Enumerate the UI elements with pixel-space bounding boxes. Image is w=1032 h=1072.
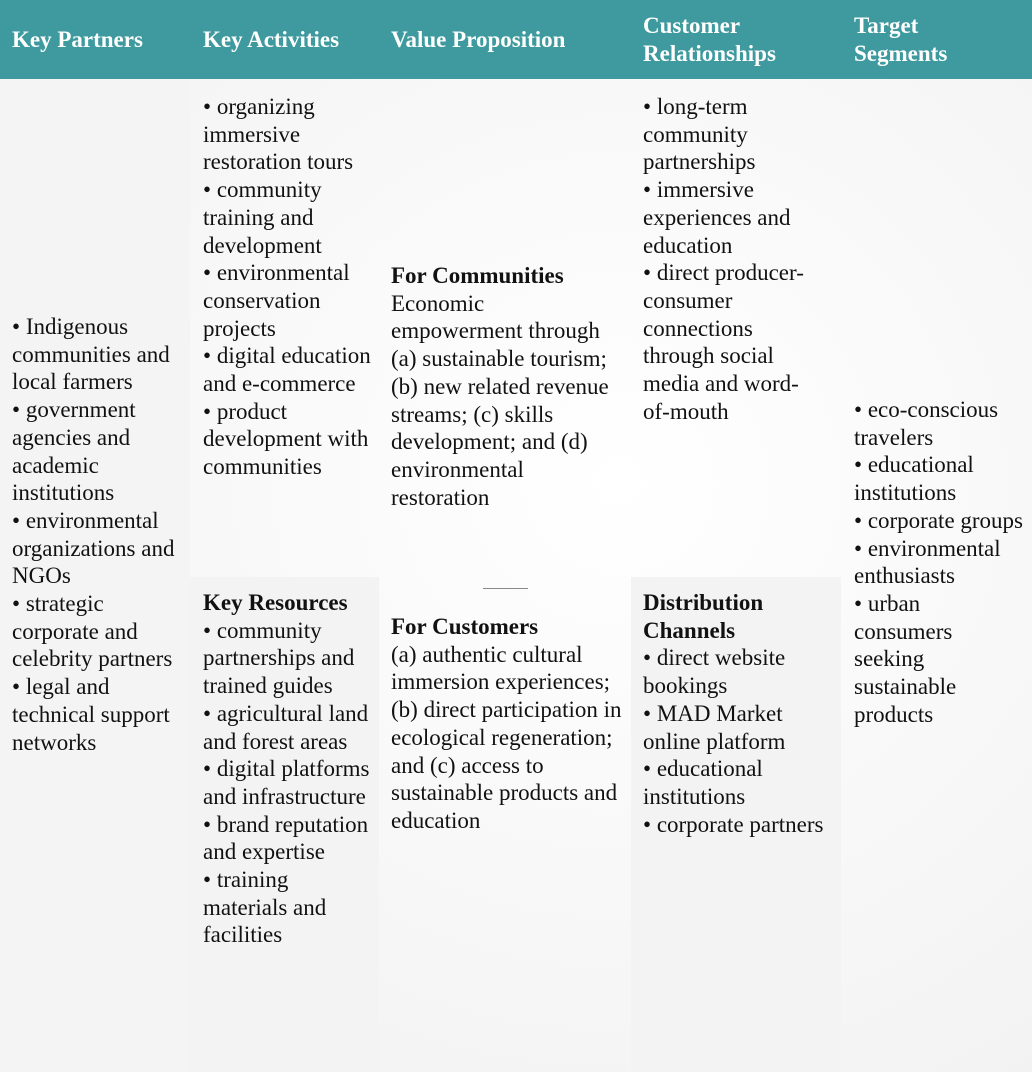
- list-item: • MAD Market online platform: [643, 700, 825, 755]
- list-item: • environmental organizations and NGOs: [12, 507, 184, 590]
- list-item: • educational institutions: [854, 451, 1024, 506]
- list-item: • environmental enthusiasts: [854, 535, 1024, 590]
- list-item: • direct producer-consumer connections through social media and word-of-mouth: [643, 259, 823, 425]
- header-bar: [0, 0, 1032, 79]
- list-item: • agricultural land and forest areas: [203, 700, 373, 755]
- list-item: • legal and technical support networks: [12, 673, 184, 756]
- target-segments-block: [854, 396, 1024, 728]
- list-item: • brand reputation and expertise: [203, 811, 373, 866]
- header-value-proposition: Value Proposition: [391, 26, 566, 52]
- list-item: • Indigenous communities and local farmers: [12, 313, 184, 396]
- list-item: • organizing immersive restoration tours: [203, 93, 373, 176]
- header-key-partners: Key Partners: [12, 26, 143, 52]
- list-item: • corporate partners: [643, 811, 825, 839]
- list-item: • environmental conservation projects: [203, 259, 373, 342]
- value-customers-title: For Customers: [391, 614, 539, 639]
- list-item: • strategic corporate and celebrity partners: [12, 590, 184, 673]
- list-item: • community training and development: [203, 176, 373, 259]
- list-item: • training materials and facilities: [203, 866, 373, 949]
- customer-relationships-block: [643, 93, 823, 425]
- distribution-channels-title: Distribution Channels: [643, 590, 764, 643]
- list-item: • corporate groups: [854, 507, 1024, 535]
- list-item: • digital education and e-commerce: [203, 342, 373, 397]
- header-customer-relationships: Customer Relationships: [643, 12, 776, 66]
- list-item: • community partnerships and trained guides: [203, 617, 373, 700]
- key-activities-block: [203, 93, 373, 481]
- list-item: • digital platforms and infrastructure: [203, 755, 373, 810]
- key-resources-block: [203, 589, 373, 949]
- list-item: • product development with communities: [203, 398, 373, 481]
- header-key-activities: Key Activities: [203, 26, 340, 52]
- value-communities-title: For Communities: [391, 263, 564, 288]
- list-item: • government agencies and academic institutions: [12, 396, 184, 507]
- value-divider: [483, 588, 528, 589]
- list-item: • immersive experiences and education: [643, 176, 823, 259]
- header-target-segments: Target Segments: [854, 12, 948, 66]
- list-item: • urban consumers seeking sustainable products: [854, 590, 1024, 729]
- distribution-channels-block: [643, 589, 825, 838]
- value-customers-block: [391, 613, 623, 835]
- key-partners-block: [12, 313, 184, 756]
- list-item: • long-term community partnerships: [643, 93, 823, 176]
- value-communities-text: Economic empowerment through (a) sustainable tourism; (b) new related revenue streams; (c) skills development; and (d) environmental restoration: [391, 290, 609, 510]
- list-item: • educational institutions: [643, 755, 825, 810]
- value-communities-block: [391, 262, 619, 511]
- list-item: • eco-conscious travelers: [854, 396, 1024, 451]
- list-item: • direct website bookings: [643, 644, 825, 699]
- key-resources-title: Key Resources: [203, 590, 348, 615]
- value-customers-text: (a) authentic cultural immersion experiences; (b) direct participation in ecological regeneration; and (c) access to sustainable products and education: [391, 641, 622, 833]
